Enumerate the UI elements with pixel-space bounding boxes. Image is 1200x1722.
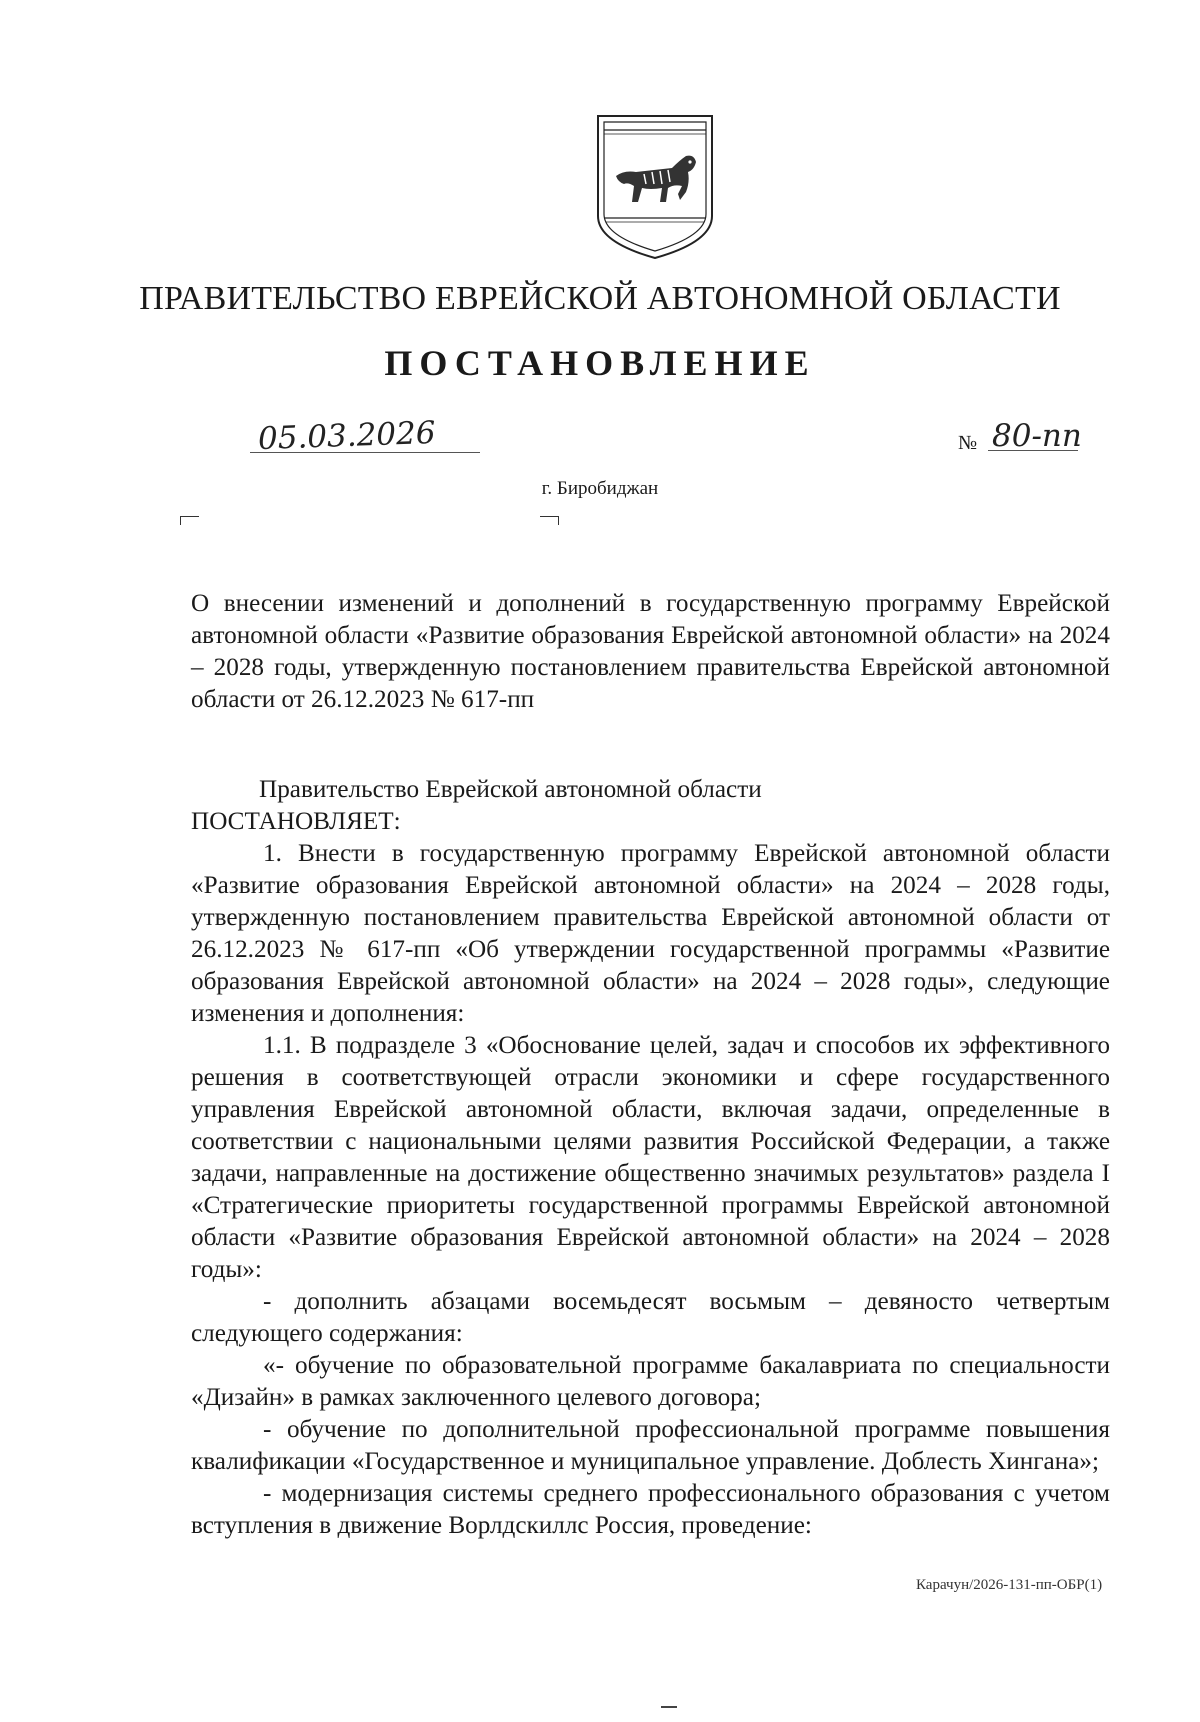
intro-line: Правительство Еврейской автономной области [259, 776, 762, 803]
coat-of-arms-tiger-icon [594, 112, 716, 260]
document-body [191, 774, 1110, 1542]
paragraph-1: 1. Внести в государственную программу Еврейской автономной области «Развитие образования Еврейской автономной области» на 2024 – 2028 годы, утвержденную постановлением правительства Еврейской автономной области от 26.12.2023 № 617-пп «Об утверждении государственной программы «Развитие образования Еврейской автономной области» на 2024 – 2028 годы», следующие изменения и дополнения: [191, 840, 1110, 1027]
paragraph-item-1: «- обучение по образовательной программе бакалавриата по специальности «Дизайн» в рамках заключенного целевого договора; [191, 1352, 1110, 1411]
page-mark [661, 1706, 677, 1708]
paragraph-add-abzats: - дополнить абзацами восемьдесят восьмым – девяносто четвертым следующего содержания: [191, 1288, 1110, 1347]
date-underline [250, 452, 480, 453]
title-corner-left [180, 516, 199, 525]
paragraph-item-3: - модернизация системы среднего профессионального образования с учетом вступления в движение Ворлдскиллс Россия, проведение: [191, 1480, 1110, 1539]
resolves-line: ПОСТАНОВЛЯЕТ: [191, 808, 401, 835]
number-label: № [958, 432, 978, 454]
number-underline [988, 450, 1078, 451]
city-label: г. Биробиджан [541, 478, 659, 499]
paragraph-1-1: 1.1. В подразделе 3 «Обоснование целей, задач и способов их эффективного решения в соответствующей отрасли экономики и сфере государственного управления Еврейской автономной области, включая задачи, определенные в соответствии с национальными целями развития Российской Федерации, а также задачи, направленные на достижение общественно значимых результатов» раздела I «Стратегические приоритеты государственной программы Еврейской автономной области «Развитие образования Еврейской автономной области» на 2024 – 2028 годы»: [191, 1032, 1110, 1283]
paragraph-item-2: - обучение по дополнительной профессиональной программе повышения квалификации «Государственное и муниципальное управление. Доблесть Хингана»; [191, 1416, 1110, 1475]
handwritten-number: 80-пп [992, 418, 1082, 454]
footer-code: Карачун/2026-131-пп-ОБР(1) [916, 1577, 1103, 1593]
document-title: О внесении изменений и дополнений в государственную программу Еврейской автономной области «Развитие образования Еврейской автономной области» на 2024 – 2028 годы, утвержденную постановлением правительства Еврейской автономной области от 26.12.2023 № 617-пп [191, 590, 1110, 713]
handwritten-date: 05.03.2026 [257, 414, 437, 458]
organization-heading: ПРАВИТЕЛЬСТВО ЕВРЕЙСКОЙ АВТОНОМНОЙ ОБЛАСТИ [139, 280, 1061, 317]
document-type-heading: ПОСТАНОВЛЕНИЕ [384, 343, 816, 383]
title-corner-right [540, 516, 559, 525]
